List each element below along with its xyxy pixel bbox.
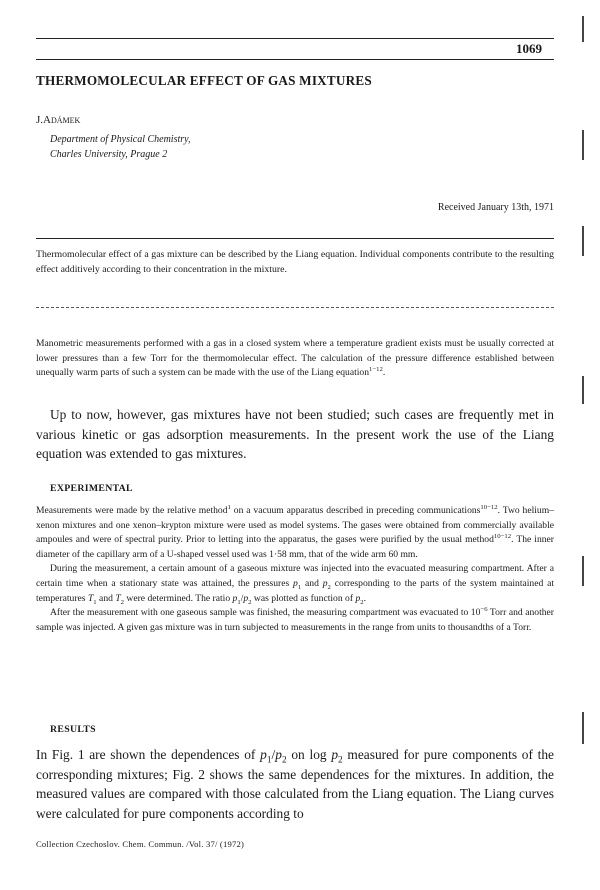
intro-paragraph: Manometric measurements performed with a gas in a closed system where a temperature gradient exists must be usually corrected at lower pressures than a few Torr for the thermomolecular effect. The calculation of the pressure difference established between unequally warm parts of such a system can be made with the use of the Liang equation$^{1-12}$. xyxy=(36,338,554,379)
results-paragraph: In Fig. 1 are shown the dependences of $p_1/p_2$ on $\log p_2$ measured for pure components of the corresponding mixtures; Fig. 2 shows the same dependences for the mixtures. In addition, the measured values are compared with those calculated from the Liang equation. The Liang curves were calculated for pure components according to xyxy=(36,747,554,821)
page-number: 1069 xyxy=(516,41,542,56)
section-heading-experimental: EXPERIMENTAL xyxy=(50,483,133,494)
intro-large-paragraph: Up to now, however, gas mixtures have not been studied; such cases are frequently met in various kinetic or gas adsorption measurements. In the present work the use of the Liang equation was extended to gas mixtures. xyxy=(36,407,554,461)
abstract xyxy=(36,247,554,277)
experimental-paragraph: Measurements were made by the relative method$^1$ on a vacuum apparatus described in preceding communications$^{10-12}$. Two helium–xenon mixtures and one xenon–krypton mixture were used as model systems. The gases were obtained from commercially available ampoules and were of spectral purity. Prior to letting into the apparatus, the gases were purified by the usual method$^{10-12}$. The inner diameter of the capillary arm of a U-shaped vessel used was 1·58 mm, that of the wide arm 60 mm. xyxy=(36,503,554,560)
author xyxy=(36,114,80,126)
margin-mark xyxy=(582,16,584,42)
author-name: J.Adámek xyxy=(36,114,81,126)
abstract-rule-bottom xyxy=(36,307,554,308)
margin-mark xyxy=(582,226,584,256)
margin-mark xyxy=(582,712,584,744)
header-rule xyxy=(36,38,554,39)
affiliation-line: Department of Physical Chemistry, xyxy=(50,134,191,145)
abstract-text: Thermomolecular effect of a gas mixture can be described by the Liang equation. Individual components contribute to the resulting effect additively according to their concentration in the mixture. xyxy=(36,249,554,276)
experimental-paragraph: After the measurement with one gaseous sample was finished, the measuring compartment was evacuated to $10^{-6}$ Torr and another sample was injected. A given gas mixture was in turn subjected to measurements in the range from units to thousandths of a Torr. xyxy=(36,605,554,633)
margin-mark xyxy=(582,130,584,160)
received-date: Received January 13th, 1971 xyxy=(437,202,554,213)
experimental-body xyxy=(36,504,554,635)
header-rule-lower xyxy=(36,59,554,60)
article-title: THERMOMOLECULAR EFFECT OF GAS MIXTURES xyxy=(36,73,372,88)
footer-citation: Collection Czechoslov. Chem. Commun. /Vol. 37/ (1972) xyxy=(36,839,245,849)
margin-mark xyxy=(582,376,584,404)
experimental-paragraph: During the measurement, a certain amount of a gaseous mixture was injected into the evacuated measuring compartment. After a certain time when a stationary state was attained, the pressures $p_1$ and $p_2$ corresponding to the parts of the system maintained at temperatures $T_1$ and $T_2$ were determined. The ratio $p_1/p_2$ was plotted as function of $p_2$. xyxy=(36,563,555,606)
margin-mark xyxy=(582,556,584,586)
abstract-rule-top xyxy=(36,238,554,239)
affiliation xyxy=(50,132,191,162)
affiliation-line: Charles University, Prague 2 xyxy=(50,149,168,160)
section-heading-results: RESULTS xyxy=(50,724,96,735)
